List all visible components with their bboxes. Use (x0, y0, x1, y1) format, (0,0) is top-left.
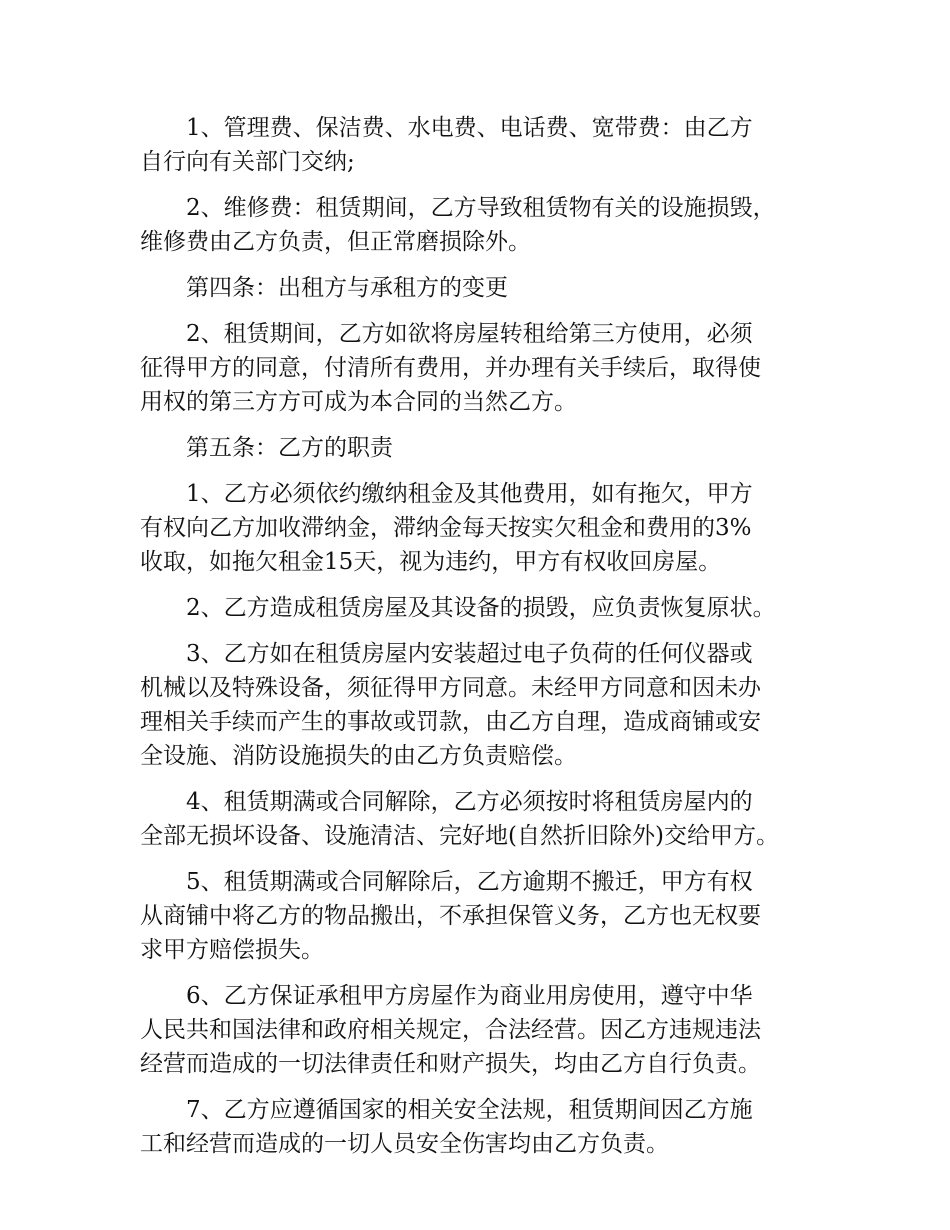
section-heading-article-4: 第四条：出租方与承租方的变更 (186, 275, 508, 301)
paragraph-sublease: 2、租赁期间，乙方如欲将房屋转租给第三方使用，必须 征得甲方的同意，付清所有费用，并办理有关手续后，取得使 用权的第三方方可成为本合同的当然乙方。 (140, 321, 761, 415)
paragraph-equipment-installation: 3、乙方如在租赁房屋内安装超过电子负荷的任何仪器或 机械以及特殊设备，须征得甲方同意。未经甲方同意和因未办 理相关手续而产生的事故或罚款，由乙方自理，造成商铺或安 全设施、消防设施损失的由乙方负责赔偿。 (140, 641, 761, 769)
paragraph-damage-repair: 2、乙方造成租赁房屋及其设备的损毁，应负责恢复原状。 (186, 595, 776, 621)
section-heading-article-5: 第五条：乙方的职责 (186, 435, 393, 461)
paragraph-return-premises: 4、租赁期满或合同解除，乙方必须按时将租赁房屋内的 全部无损坏设备、设施清洁、完好地(自然折旧除外)交给甲方。 (140, 789, 779, 849)
paragraph-rent-payment: 1、乙方必须依约缴纳租金及其他费用，如有拖欠，甲方 有权向乙方加收滞纳金，滞纳金每天按实欠租金和费用的3% 收取，如拖欠租金15天，视为违约，甲方有权收回房屋。 (140, 481, 753, 575)
paragraph-fees: 1、管理费、保洁费、水电费、电话费、宽带费：由乙方 自行向有关部门交纳; (140, 115, 753, 175)
paragraph-legal-compliance: 6、乙方保证承租甲方房屋作为商业用房使用，遵守中华 人民共和国法律和政府相关规定，合法经营。因乙方违规违法 经营而造成的一切法律责任和财产损失，均由乙方自行负责。 (140, 983, 761, 1077)
paragraph-overdue-move-out: 5、租赁期满或合同解除后，乙方逾期不搬迁，甲方有权 从商铺中将乙方的物品搬出，不承担保管义务，乙方也无权要 求甲方赔偿损失。 (140, 869, 761, 963)
document-body (140, 111, 830, 1173)
paragraph-maintenance: 2、维修费：租赁期间，乙方导致租赁物有关的设施损毁， 维修费由乙方负责，但正常磨损除外。 (140, 195, 776, 255)
paragraph-safety: 7、乙方应遵循国家的相关安全法规，租赁期间因乙方施 工和经营而造成的一切人员安全伤害均由乙方负责。 (140, 1097, 753, 1157)
